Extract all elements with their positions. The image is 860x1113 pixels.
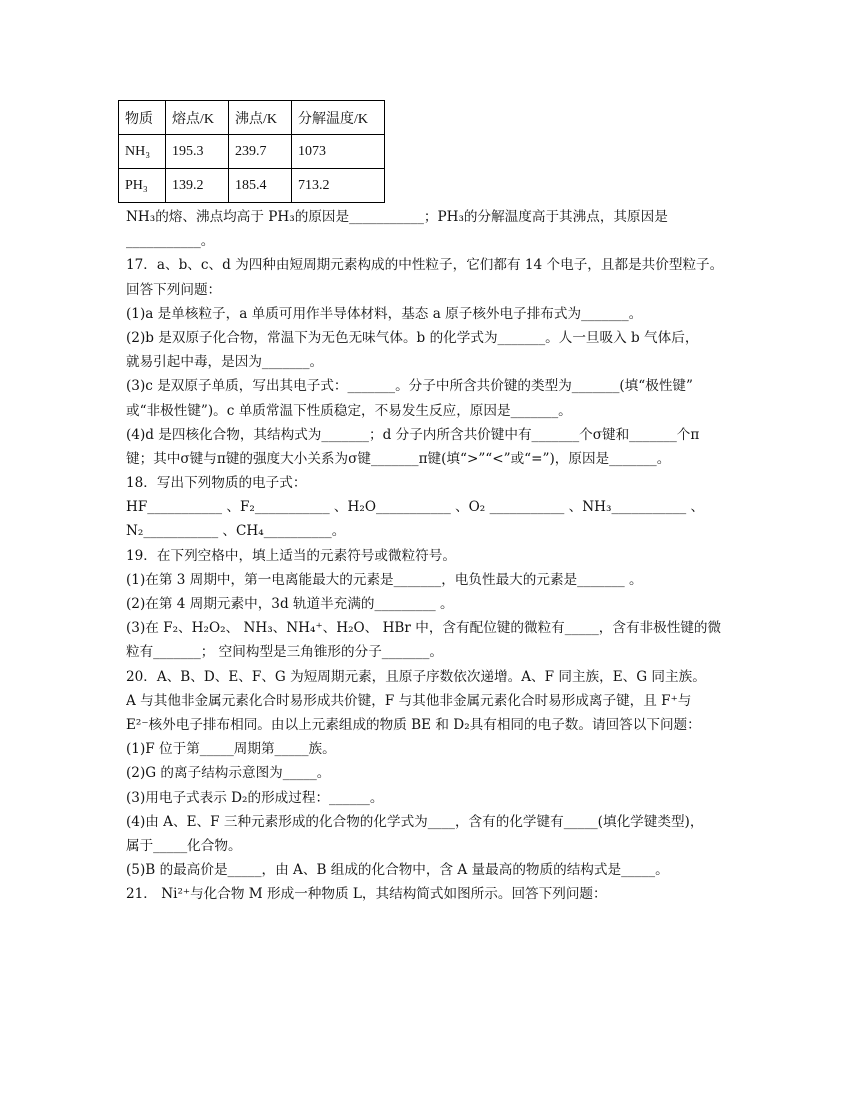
text-line: (1)a 是单核粒子，a 单质可用作半导体材料，基态 a 原子核外电子排布式为_______。: [126, 305, 643, 322]
text-line: (3)在 F₂、H₂O₂、 NH₃、NH₄⁺、H₂O、 HBr 中，含有配位键的微粒有_____，含有非极性键的微: [126, 620, 722, 637]
text-line: ___________。: [126, 233, 215, 250]
table-cell: 185.4: [229, 169, 292, 203]
table-cell: NH₃: [119, 135, 166, 169]
text-line: (4)由 A、E、F 三种元素形成的化合物的化学式为____，含有的化学键有_____(填化学键类型)，: [126, 813, 704, 830]
text-line: (3)用电子式表示 D₂的形成过程：______。: [126, 789, 384, 806]
text-line: NH₃的熔、沸点均高于 PH₃的原因是___________；PH₃的分解温度高于其沸点，其原因是: [126, 209, 668, 225]
table-cell: PH₃: [119, 169, 166, 203]
text-line: 属于_____化合物。: [126, 837, 242, 854]
properties-table: [118, 100, 385, 203]
table-header-cell: 沸点/K: [229, 101, 292, 135]
text-line: 粒有_______； 空间构型是三角锥形的分子_______。: [126, 644, 443, 661]
table-cell: 139.2: [166, 169, 229, 203]
text-line: 键；其中σ键与π键的强度大小关系为σ键_______π键(填“>”“<”或“=”)，原因是_______。: [126, 450, 671, 467]
text-line: 或“非极性键”)。c 单质常温下性质稳定，不易发生反应，原因是_______。: [126, 402, 572, 419]
table-header-row: [119, 101, 385, 135]
table-row: [119, 169, 385, 203]
text-line: (2)G 的离子结构示意图为_____。: [126, 765, 331, 782]
question-text: [126, 205, 738, 906]
text-line: (5)B 的最高价是_____，由 A、B 组成的化合物中，含 A 量最高的物质的结构式是_____。: [126, 862, 669, 879]
table-cell: 195.3: [166, 135, 229, 169]
table-row: [119, 135, 385, 169]
table-cell: 239.7: [229, 135, 292, 169]
table-header-cell: 分解温度/K: [292, 101, 385, 135]
text-line: (1)在第 3 周期中，第一电离能最大的元素是_______，电负性最大的元素是_______ 。: [126, 571, 643, 588]
text-line: 18．写出下列物质的电子式：: [126, 475, 307, 492]
text-line: 19．在下列空格中，填上适当的元素符号或微粒符号。: [126, 547, 456, 564]
table-cell: 1073: [292, 135, 385, 169]
text-line: 20．A、B、D、E、F、G 为短周期元素，且原子序数依次递增。A、F 同主族，E、G 同主族。: [126, 668, 706, 685]
table-cell: 713.2: [292, 169, 385, 203]
table-header-cell: 熔点/K: [166, 101, 229, 135]
text-line: 21． Ni²⁺与化合物 M 形成一种物质 L，其结构简式如图所示。回答下列问题：: [126, 886, 607, 903]
text-line: (2)在第 4 周期元素中，3d 轨道半充满的_________ 。: [126, 596, 454, 612]
text-line: HF___________ 、F₂___________ 、H₂O___________ 、O₂ ___________ 、NH₃___________ 、: [126, 499, 705, 516]
text-line: (4)d 是四核化合物，其结构式为_______；d 分子内所含共价键中有_______个σ键和_______个π: [126, 426, 700, 443]
text-line: (1)F 位于第_____周期第_____族。: [126, 741, 336, 758]
table-header-cell: 物质: [119, 101, 166, 135]
text-line: A 与其他非金属元素化合时易形成共价键，F 与其他非金属元素化合时易形成离子键，且 F⁺与: [126, 692, 692, 709]
text-line: N₂___________ 、CH₄__________。: [126, 523, 346, 540]
text-line: 回答下列问题：: [126, 281, 222, 298]
text-line: (2)b 是双原子化合物，常温下为无色无味气体。b 的化学式为_______。人一旦吸入 b 气体后，: [126, 329, 699, 346]
text-line: E²⁻核外电子排布相同。由以上元素组成的物质 BE 和 D₂具有相同的电子数。请回答以下问题：: [126, 716, 701, 733]
text-line: (3)c 是双原子单质，写出其电子式：_______。分子中所含共价键的类型为_______(填“极性键”: [126, 378, 693, 395]
text-line: 就易引起中毒，是因为_______。: [126, 354, 324, 371]
text-line: 17．a、b、c、d 为四种由短周期元素构成的中性粒子，它们都有 14 个电子，且都是共价型粒子。: [126, 257, 724, 274]
